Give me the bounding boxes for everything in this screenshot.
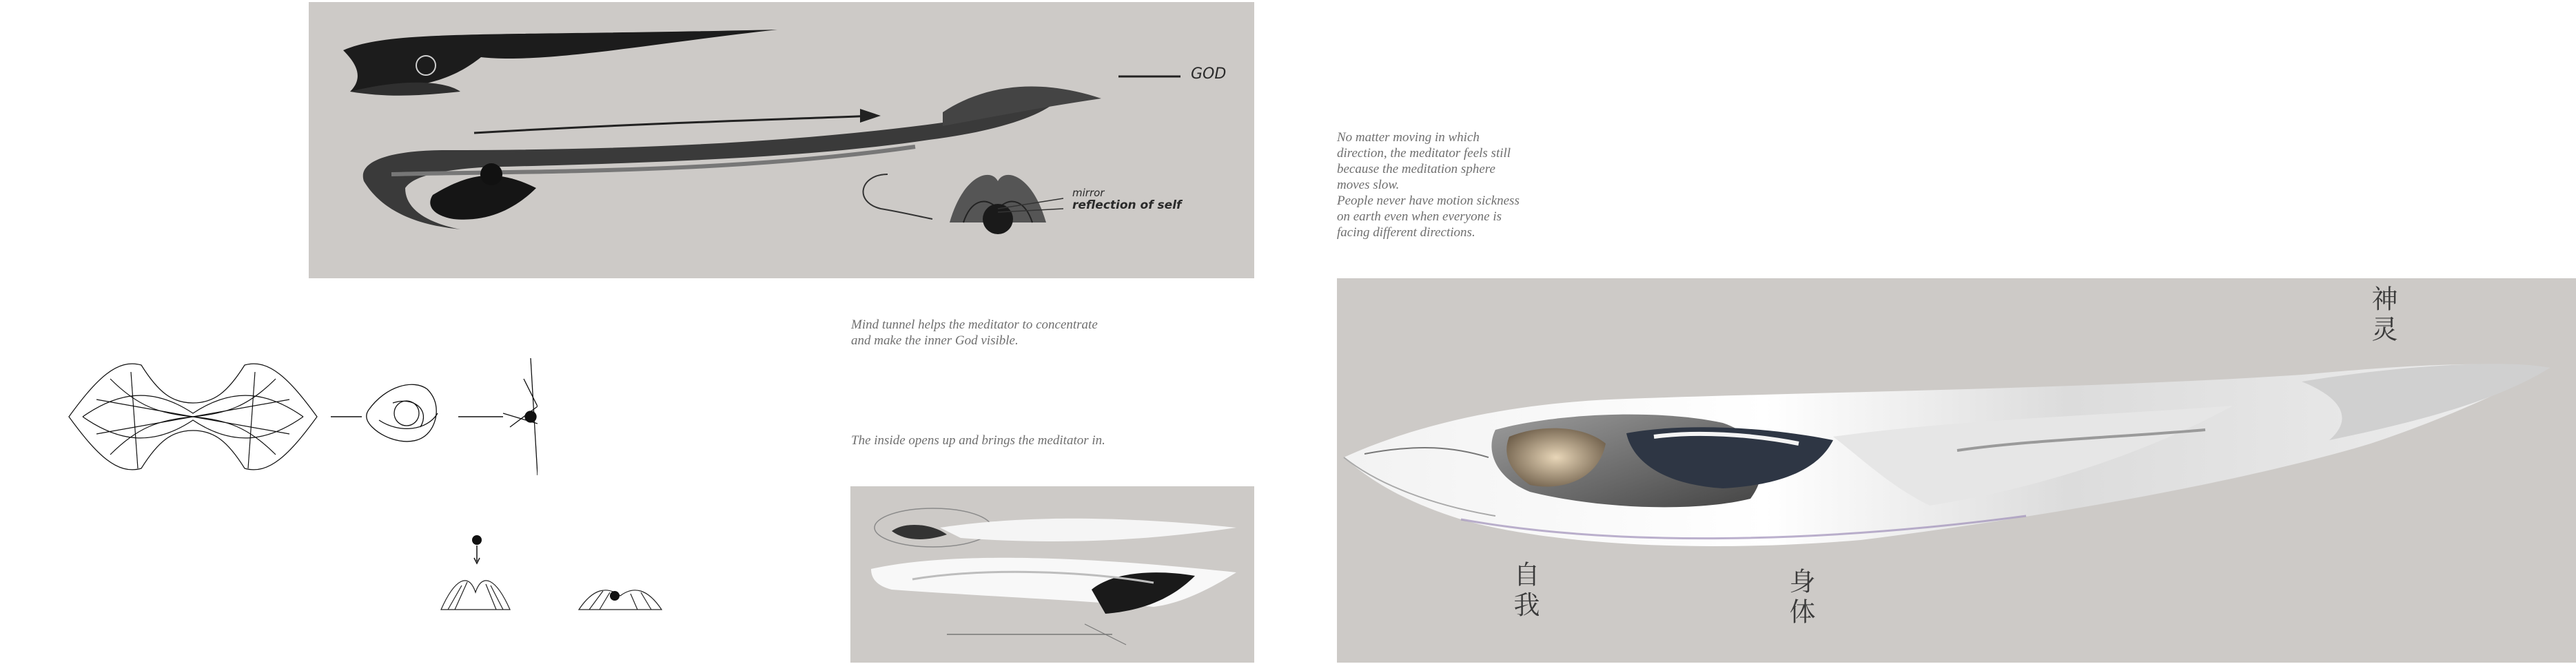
sketch-panel-top [309, 2, 1254, 278]
render-panel-bottom [850, 486, 1254, 663]
caption-inside-opens: The inside opens up and brings the meditator in. [851, 433, 1105, 448]
sketch-note-reflection: reflection of self [1072, 198, 1182, 212]
sketch-note-mirror: mirror [1072, 187, 1105, 199]
tunnel-sketch-drawing [309, 2, 1254, 278]
render-panel-large [1337, 278, 2576, 663]
line-sketch-sequence [55, 338, 538, 496]
calligraphy-bottom-left: 自我 [1509, 561, 1540, 621]
caption-no-matter: No matter moving in which direction, the meditator feels still because the meditation sphere moves slow. People never have motion sickness on earth even when everyone is facing different directions. [1337, 130, 1520, 240]
calligraphy-top-right: 神灵 [2367, 285, 2398, 346]
tunnel-render-small [850, 486, 1254, 663]
opening-sketch [434, 530, 710, 613]
calligraphy-bottom-mid: 身体 [1785, 568, 1815, 628]
caption-mind-tunnel: Mind tunnel helps the meditator to concentrate and make the inner God visible. [851, 318, 1098, 348]
sketch-note-god: GOD [1191, 65, 1227, 83]
